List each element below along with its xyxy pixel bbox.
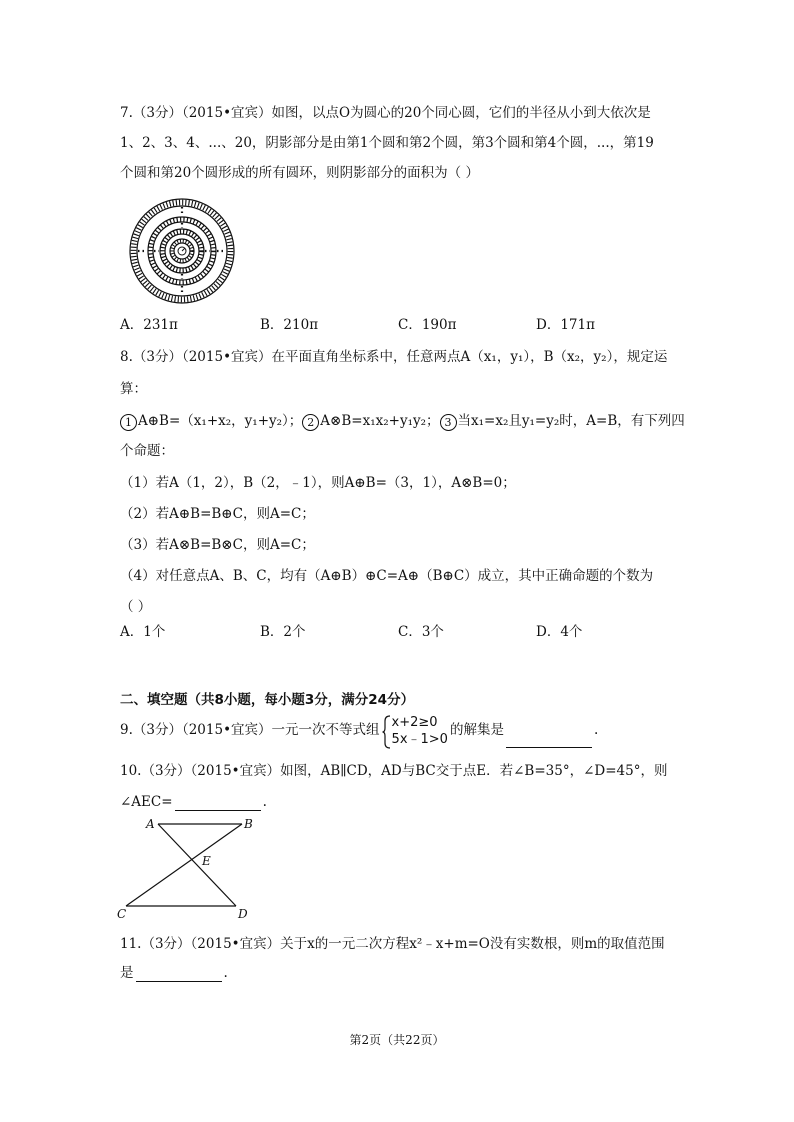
page-footer: 第2页（共22页） bbox=[349, 1033, 445, 1047]
q7-choice-d[interactable]: D．171π bbox=[536, 317, 595, 333]
q8-prop-1: （1）若A（1，2），B（2，﹣1），则A⊕B=（3，1），A⊗B=0； bbox=[120, 475, 516, 491]
q10-angle-label: ∠AEC= bbox=[120, 794, 173, 810]
q10-line-2 bbox=[120, 793, 267, 811]
q11-end: . bbox=[223, 965, 228, 981]
point-label-e: E bbox=[202, 854, 211, 868]
q8-rule-2: A⊗B=x₁x₂+y₁y₂； bbox=[320, 413, 440, 429]
q8-rule-1: A⊕B=（x₁+x₂，y₁+y₂）； bbox=[138, 413, 303, 429]
inequality-1: x+2≥0 bbox=[391, 714, 438, 730]
q8-answer-paren: （ ） bbox=[120, 599, 152, 615]
q8-choice-b[interactable]: B．2个 bbox=[260, 624, 306, 640]
q11-line-2 bbox=[120, 964, 228, 982]
q8-prop-3: （3）若A⊗B=B⊗C，则A=C； bbox=[120, 537, 315, 553]
q7-line-1: 7.（3分）（2015•宜宾）如图，以点O为圆心的20个同心圆，它们的半径从小到大依次是 bbox=[120, 105, 651, 121]
q8-rules bbox=[120, 412, 685, 431]
q9-end: . bbox=[593, 722, 599, 738]
q9-prefix: 9.（3分）（2015•宜宾）一元一次不等式组 bbox=[120, 722, 380, 738]
q11-answer-blank[interactable] bbox=[136, 967, 222, 982]
point-label-b: B bbox=[244, 817, 253, 831]
parallel-lines-figure bbox=[112, 814, 262, 922]
q7-line-3: 个圆和第20个圆形成的所有圆环，则阴影部分的面积为（ ） bbox=[120, 165, 479, 181]
q9-answer-blank[interactable] bbox=[506, 733, 592, 748]
section-heading-fill-in: 二、填空题（共8小题，每小题3分，满分24分） bbox=[120, 692, 415, 708]
q8-line-1: 8.（3分）（2015•宜宾）在平面直角坐标系中，任意两点A（x₁，y₁），B（x₂，y₂），规定运 bbox=[120, 349, 668, 365]
q10-end: . bbox=[262, 794, 267, 810]
q8-rule-3: 当x₁=x₂且y₁=y₂时，A=B，有下列四 bbox=[457, 413, 685, 429]
q7-choice-a[interactable]: A．231π bbox=[120, 317, 178, 333]
q7-choice-c[interactable]: C．190π bbox=[398, 317, 457, 333]
circled-number-2: 2 bbox=[302, 414, 319, 431]
q10-line-1: 10.（3分）（2015•宜宾）如图，AB∥CD，AD与BC交于点E．若∠B=35°，∠D=45°，则 bbox=[120, 763, 668, 779]
q8-line-2: 算： bbox=[120, 381, 147, 397]
inequality-system bbox=[382, 714, 448, 748]
concentric-circles-figure bbox=[120, 196, 244, 306]
q9-line bbox=[120, 712, 598, 748]
q8-choice-c[interactable]: C．3个 bbox=[398, 624, 444, 640]
q8-line-4: 个命题： bbox=[120, 443, 174, 459]
q11-line-1: 11.（3分）（2015•宜宾）关于x的一元二次方程x²﹣x+m=O没有实数根，则m的取值范围 bbox=[120, 936, 665, 952]
q9-suffix: 的解集是 bbox=[449, 722, 504, 738]
inequality-2: 5x﹣1>0 bbox=[391, 731, 448, 747]
q10-answer-blank[interactable] bbox=[175, 796, 261, 811]
q8-choice-d[interactable]: D．4个 bbox=[536, 624, 583, 640]
brace-icon bbox=[382, 715, 391, 749]
point-label-c: C bbox=[117, 907, 127, 921]
q8-prop-2: （2）若A⊕B=B⊕C，则A=C； bbox=[120, 506, 315, 522]
q7-line-2: 1、2、3、4、...、20，阴影部分是由第1个圆和第2个圆，第3个圆和第4个圆，...，第19 bbox=[120, 135, 654, 151]
circled-number-1: 1 bbox=[120, 414, 137, 431]
q11-prefix: 是 bbox=[120, 965, 134, 981]
circled-number-3: 3 bbox=[440, 414, 457, 431]
q8-choice-a[interactable]: A．1个 bbox=[120, 624, 166, 640]
q7-choice-b[interactable]: B．210π bbox=[260, 317, 319, 333]
q8-prop-4: （4）对任意点A、B、C，均有（A⊕B）⊕C=A⊕（B⊕C）成立，其中正确命题的个数为 bbox=[120, 568, 654, 584]
point-label-a: A bbox=[146, 817, 155, 831]
point-label-d: D bbox=[238, 907, 248, 921]
